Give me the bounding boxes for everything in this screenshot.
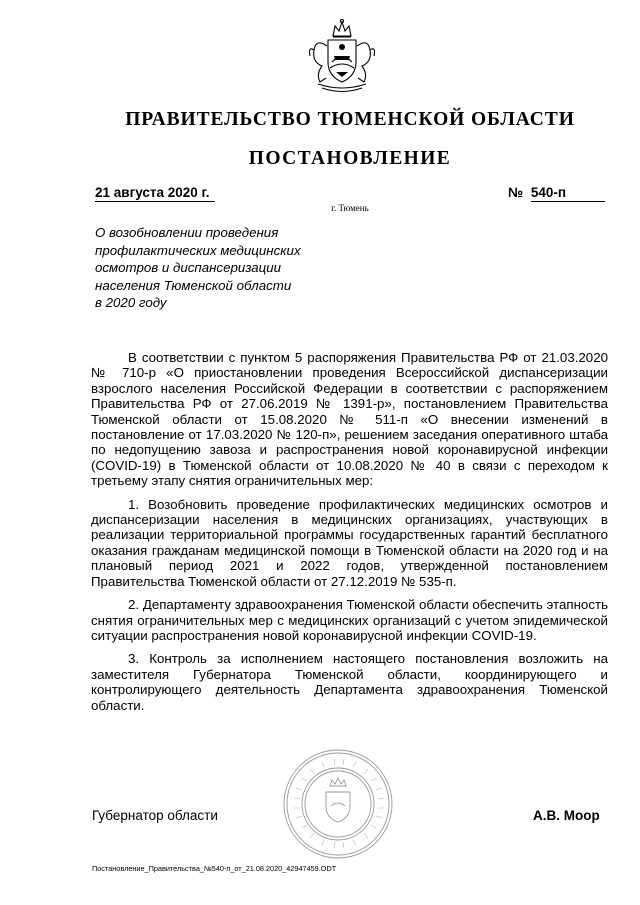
document-subject [95,224,325,312]
clause-paragraph: 2. Департаменту здравоохранения Тюменской области обеспечить этапность снятия ограничительных мер с медицинских организаций с учетом эпидемической ситуации распространения новой коронавирусной инфекции COVID-19. [91,597,608,643]
authority-title: ПРАВИТЕЛЬСТВО ТЮМЕНСКОЙ ОБЛАСТИ [125,109,575,130]
number-value: 540-п [531,184,605,202]
clause-paragraph: 3. Контроль за исполнением настоящего постановления возложить на заместителя Губернатора Тюменской области, координирующего и контролирующего деятельность Департамента здравоохранения Тюменской области. [91,651,608,713]
document-type: ПОСТАНОВЛЕНИЕ [248,148,452,169]
document-body [91,350,608,721]
city: г. Тюмень [331,203,369,213]
official-seal-icon [282,748,394,860]
signatory-name: А.В. Моор [533,808,600,823]
subject-line: О возобновлении проведения [95,225,279,240]
subject-line: в 2020 году [95,295,167,311]
subject-line: осмотров и диспансеризации [95,260,282,276]
subject-line: населения Тюменской области [95,277,292,293]
document-number [508,184,605,202]
document-date: 21 августа 2020 г. [95,184,215,202]
clause-paragraph: 1. Возобновить проведение профилактических медицинских осмотров и диспансеризации населения в медицинских организациях, участвующих в реализации территориальной программы государственных гарантий бесплатного оказания гражданам медицинской помощи в Тюменской области на 2020 год и на плановый период 2021 и 2022 годов, утвержденной постановлением Правительства Тюменской области от 27.12.2019 № 535-п. [91,496,608,589]
signatory-title: Губернатор области [92,808,218,823]
file-name-footer: Постановление_Правительства_№540-п_от_21.08.2020_42947459.ODT [92,864,337,873]
preamble-paragraph: В соответствии с пунктом 5 распоряжения Правительства РФ от 21.03.2020 № 710-р «О приостановлении проведения Всероссийской диспансеризации взрослого населения Российской Федерации в соответствии с распоряжением Правительства РФ от 27.06.2019 № 1391-р», постановлением Правительства Тюменской области от 15.08.2020 № 511-п «О внесении изменений в постановление от 17.03.2020 № 120-п», решением заседания оперативного штаба по недопущению завоза и распространения новой коронавирусной инфекции (COVID-19) в Тюменской области от 10.08.2020 № 40 в связи с переходом к третьему этапу снятия ограничительных мер: [91,350,608,489]
coat-of-arms-icon [300,16,384,96]
number-prefix: № [508,185,524,200]
subject-line: профилактических медицинских [95,242,301,258]
